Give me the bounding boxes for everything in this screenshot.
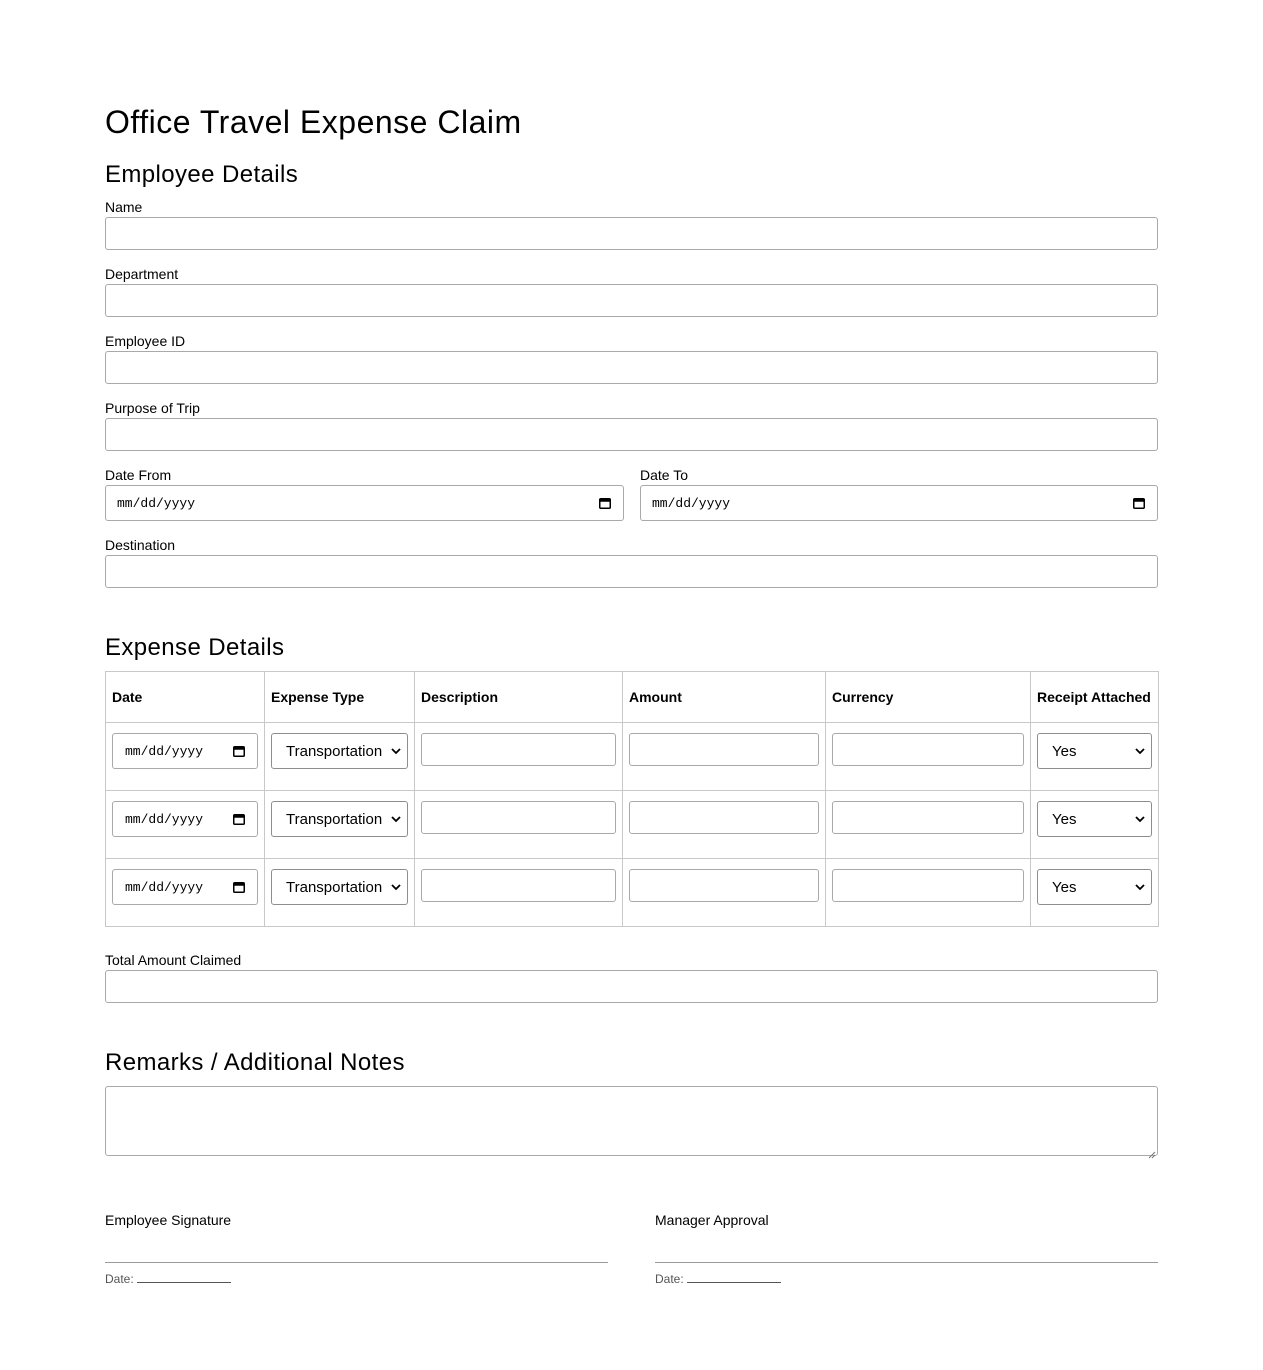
receipt-attached-value: Yes (1052, 742, 1077, 760)
expense-date-input[interactable] (112, 801, 258, 837)
amount-input[interactable] (629, 733, 819, 766)
expense-type-select[interactable] (271, 801, 408, 837)
table-row (106, 723, 1159, 791)
expense-type-cell (265, 791, 415, 859)
calendar-icon[interactable] (233, 745, 245, 757)
expense-date-placeholder: mm/dd/yyyy (125, 811, 204, 827)
expense-type-cell (265, 859, 415, 927)
expense-type-cell (265, 723, 415, 791)
date-cell (106, 859, 265, 927)
expense-type-select[interactable] (271, 869, 408, 905)
chevron-down-icon (391, 883, 401, 891)
currency-input[interactable] (832, 801, 1024, 834)
receipt-attached-select[interactable] (1037, 869, 1152, 905)
manager-signature-date (655, 1271, 781, 1286)
name-input[interactable] (105, 217, 1158, 250)
description-cell (415, 859, 623, 927)
column-header-expense-type: Expense Type (265, 672, 415, 723)
currency-input[interactable] (832, 869, 1024, 902)
column-header-description: Description (415, 672, 623, 723)
department-label: Department (105, 266, 179, 282)
remarks-textarea[interactable] (105, 1086, 1158, 1156)
date-from-input[interactable] (105, 485, 624, 521)
employee-signature-date (105, 1271, 231, 1286)
date-from-label: Date From (105, 467, 172, 483)
table-header-row (106, 672, 1159, 723)
receipt-attached-select[interactable] (1037, 733, 1152, 769)
amount-input[interactable] (629, 869, 819, 902)
currency-cell (826, 723, 1031, 791)
currency-input[interactable] (832, 733, 1024, 766)
amount-cell (623, 859, 826, 927)
employee-id-label: Employee ID (105, 333, 186, 349)
expense-table (105, 671, 1159, 927)
chevron-down-icon (1135, 883, 1145, 891)
name-label: Name (105, 199, 143, 215)
expense-type-value: Transportation (286, 742, 383, 760)
receipt-attached-value: Yes (1052, 878, 1077, 896)
expense-date-placeholder: mm/dd/yyyy (125, 879, 204, 895)
date-cell (106, 723, 265, 791)
chevron-down-icon (391, 815, 401, 823)
expense-details-heading: Expense Details (105, 634, 285, 661)
expense-date-input[interactable] (112, 869, 258, 905)
chevron-down-icon (1135, 815, 1145, 823)
manager-date-label: Date: (655, 1272, 684, 1286)
table-row (106, 859, 1159, 927)
date-from-placeholder: mm/dd/yyyy (117, 495, 196, 511)
employee-details-heading: Employee Details (105, 161, 299, 188)
department-input[interactable] (105, 284, 1158, 317)
description-input[interactable] (421, 869, 616, 902)
expense-type-value: Transportation (286, 878, 383, 896)
expense-type-select[interactable] (271, 733, 408, 769)
column-header-amount: Amount (623, 672, 826, 723)
amount-input[interactable] (629, 801, 819, 834)
currency-cell (826, 791, 1031, 859)
column-header-receipt-attached: Receipt Attached (1031, 672, 1159, 723)
description-input[interactable] (421, 733, 616, 766)
purpose-input[interactable] (105, 418, 1158, 451)
page-title: Office Travel Expense Claim (105, 104, 522, 140)
description-cell (415, 791, 623, 859)
receipt-cell (1031, 723, 1159, 791)
calendar-icon[interactable] (1133, 497, 1145, 509)
employee-date-label: Date: (105, 1272, 134, 1286)
remarks-heading: Remarks / Additional Notes (105, 1049, 405, 1076)
chevron-down-icon (391, 747, 401, 755)
chevron-down-icon (1135, 747, 1145, 755)
amount-cell (623, 791, 826, 859)
expense-date-placeholder: mm/dd/yyyy (125, 743, 204, 759)
manager-approval-label: Manager Approval (655, 1212, 769, 1228)
table-row (106, 791, 1159, 859)
description-cell (415, 723, 623, 791)
destination-label: Destination (105, 537, 176, 553)
date-to-label: Date To (640, 467, 688, 483)
expense-date-input[interactable] (112, 733, 258, 769)
amount-cell (623, 723, 826, 791)
total-amount-input[interactable] (105, 970, 1158, 1003)
description-input[interactable] (421, 801, 616, 834)
destination-input[interactable] (105, 555, 1158, 588)
calendar-icon[interactable] (233, 813, 245, 825)
expense-type-value: Transportation (286, 810, 383, 828)
receipt-attached-value: Yes (1052, 810, 1077, 828)
column-header-currency: Currency (826, 672, 1031, 723)
resize-grip-icon[interactable] (1148, 1146, 1156, 1154)
employee-id-input[interactable] (105, 351, 1158, 384)
receipt-attached-select[interactable] (1037, 801, 1152, 837)
employee-date-blank[interactable] (137, 1271, 231, 1283)
manager-signature-line[interactable] (655, 1262, 1158, 1263)
manager-date-blank[interactable] (687, 1271, 781, 1283)
calendar-icon[interactable] (233, 881, 245, 893)
receipt-cell (1031, 859, 1159, 927)
date-to-placeholder: mm/dd/yyyy (652, 495, 731, 511)
date-to-input[interactable] (640, 485, 1158, 521)
date-cell (106, 791, 265, 859)
receipt-cell (1031, 791, 1159, 859)
total-amount-label: Total Amount Claimed (105, 952, 242, 968)
employee-signature-label: Employee Signature (105, 1212, 232, 1228)
employee-signature-line[interactable] (105, 1262, 608, 1263)
purpose-label: Purpose of Trip (105, 400, 200, 416)
calendar-icon[interactable] (599, 497, 611, 509)
currency-cell (826, 859, 1031, 927)
column-header-date: Date (106, 672, 265, 723)
